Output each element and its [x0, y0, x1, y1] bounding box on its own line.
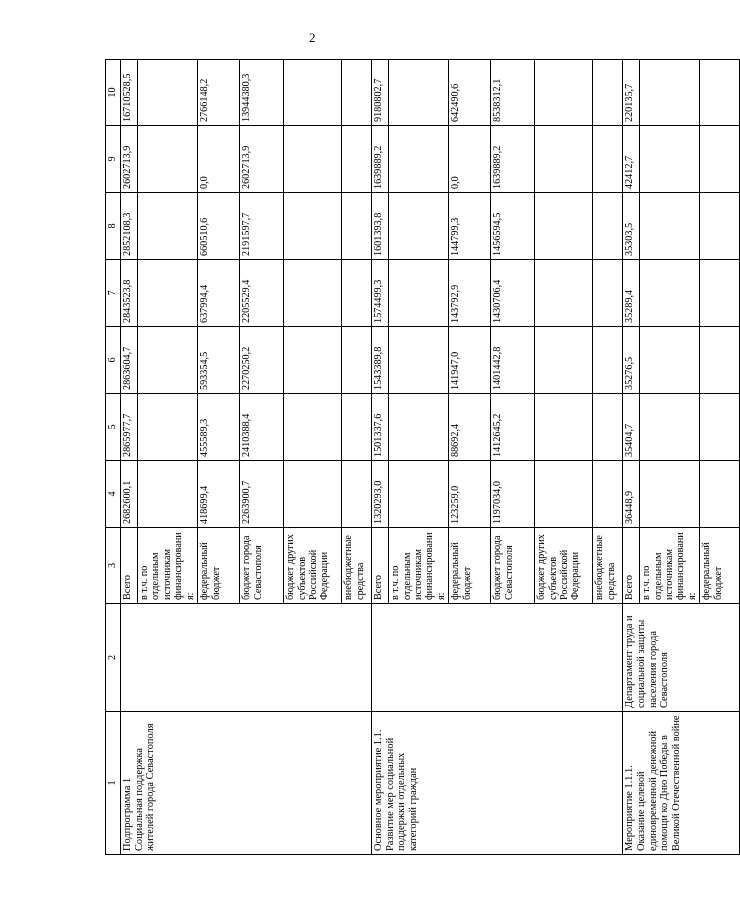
page-number: 2 — [309, 30, 316, 45]
value-cell: 1639889,2 — [491, 126, 535, 193]
source-cell: Всего — [121, 528, 138, 604]
value-cell: 455589,3 — [198, 394, 240, 461]
value-cell: 0,0 — [198, 126, 240, 193]
value-cell — [284, 260, 342, 327]
value-cell: 2602713,9 — [121, 126, 138, 193]
value-cell: 35289,4 — [623, 260, 640, 327]
value-cell — [593, 126, 623, 193]
value-cell — [700, 193, 740, 260]
executor-cell: Департамент труда и социальной защиты населения города Севастополя — [623, 604, 740, 712]
value-cell — [389, 126, 449, 193]
source-cell: в т.ч. по отдельным источникам финансирования: — [138, 528, 198, 604]
value-cell: 2270250,2 — [240, 327, 284, 394]
value-cell — [593, 327, 623, 394]
value-cell: 8538312,1 — [491, 60, 535, 126]
value-cell — [535, 461, 593, 528]
value-cell: 2191597,7 — [240, 193, 284, 260]
value-cell: 2766148,2 — [198, 60, 240, 126]
source-cell: внебюджетные средства — [593, 528, 623, 604]
value-cell — [389, 193, 449, 260]
value-cell: 2263900,7 — [240, 461, 284, 528]
column-header: 9 — [106, 126, 121, 193]
table-row — [121, 60, 138, 855]
column-header: 2 — [106, 604, 121, 712]
value-cell: 144799,3 — [449, 193, 491, 260]
value-cell — [640, 327, 700, 394]
program-cell: Подпрограмма 1 Социальная поддержка жителей города Севастополя — [121, 712, 372, 855]
value-cell: 660510,6 — [198, 193, 240, 260]
column-header: 7 — [106, 260, 121, 327]
value-cell — [640, 461, 700, 528]
column-header: 10 — [106, 60, 121, 126]
value-cell — [389, 327, 449, 394]
source-cell: федеральный бюджет — [449, 528, 491, 604]
value-cell: 642490,6 — [449, 60, 491, 126]
header-row — [106, 60, 121, 855]
value-cell: 88692,4 — [449, 394, 491, 461]
value-cell: 13944380,3 — [240, 60, 284, 126]
value-cell: 143792,9 — [449, 260, 491, 327]
source-cell: Всего — [372, 528, 389, 604]
value-cell: 2205529,4 — [240, 260, 284, 327]
value-cell: 637994,4 — [198, 260, 240, 327]
value-cell — [138, 260, 198, 327]
value-cell: 9180802,7 — [372, 60, 389, 126]
value-cell: 1430706,4 — [491, 260, 535, 327]
value-cell: 16710528,5 — [121, 60, 138, 126]
value-cell — [389, 394, 449, 461]
value-cell: 1601393,8 — [372, 193, 389, 260]
value-cell — [138, 327, 198, 394]
value-cell — [342, 60, 372, 126]
value-cell — [138, 394, 198, 461]
value-cell — [138, 461, 198, 528]
value-cell — [138, 126, 198, 193]
value-cell: 42412,7 — [623, 126, 640, 193]
value-cell: 0,0 — [449, 126, 491, 193]
value-cell — [593, 394, 623, 461]
financing-table — [105, 59, 740, 855]
value-cell — [284, 394, 342, 461]
source-cell: Всего — [623, 528, 640, 604]
value-cell: 1639889,2 — [372, 126, 389, 193]
value-cell: 2843523,8 — [121, 260, 138, 327]
source-cell: внебюджетные средства — [342, 528, 372, 604]
value-cell: 2602713,9 — [240, 126, 284, 193]
program-cell: Мероприятие 1.1.1. Оказание целевой единовременной денежной помощи ко Дню Победы в Великой Отечественной войне — [623, 712, 740, 855]
value-cell — [640, 260, 700, 327]
value-cell: 1574499,3 — [372, 260, 389, 327]
table-body — [106, 60, 740, 855]
value-cell: 35276,5 — [623, 327, 640, 394]
column-header: 8 — [106, 193, 121, 260]
value-cell: 418699,4 — [198, 461, 240, 528]
column-header: 4 — [106, 461, 121, 528]
value-cell: 35404,7 — [623, 394, 640, 461]
value-cell: 1501337,6 — [372, 394, 389, 461]
value-cell — [342, 126, 372, 193]
value-cell: 2852108,3 — [121, 193, 138, 260]
value-cell — [284, 193, 342, 260]
value-cell: 1456594,5 — [491, 193, 535, 260]
value-cell: 2863604,7 — [121, 327, 138, 394]
value-cell: 2410388,4 — [240, 394, 284, 461]
value-cell — [284, 60, 342, 126]
value-cell — [342, 327, 372, 394]
source-cell: в т.ч. по отдельным источникам финансирования: — [389, 528, 449, 604]
source-cell: бюджет города Севастополя — [240, 528, 284, 604]
value-cell — [700, 260, 740, 327]
value-cell: 141947,0 — [449, 327, 491, 394]
value-cell — [389, 260, 449, 327]
value-cell: 220135,7 — [623, 60, 640, 126]
value-cell — [700, 394, 740, 461]
value-cell — [593, 60, 623, 126]
value-cell — [640, 126, 700, 193]
value-cell: 1401442,8 — [491, 327, 535, 394]
value-cell: 35303,5 — [623, 193, 640, 260]
value-cell — [389, 461, 449, 528]
source-cell: федеральный бюджет — [198, 528, 240, 604]
value-cell: 1197034,0 — [491, 461, 535, 528]
value-cell — [535, 126, 593, 193]
value-cell — [700, 126, 740, 193]
value-cell: 1412645,2 — [491, 394, 535, 461]
value-cell: 2682600,1 — [121, 461, 138, 528]
value-cell — [700, 327, 740, 394]
value-cell — [535, 394, 593, 461]
executor-cell — [372, 604, 623, 712]
value-cell: 1320293,0 — [372, 461, 389, 528]
value-cell — [342, 193, 372, 260]
value-cell — [342, 260, 372, 327]
value-cell — [593, 260, 623, 327]
column-header: 1 — [106, 712, 121, 855]
source-cell: бюджет других субъектов Российской Федерации — [284, 528, 342, 604]
source-cell: в т.ч. по отдельным источникам финансирования: — [640, 528, 700, 604]
value-cell: 123259,0 — [449, 461, 491, 528]
table-rotated-wrapper — [105, 60, 724, 855]
value-cell — [593, 193, 623, 260]
value-cell — [535, 327, 593, 394]
column-header: 6 — [106, 327, 121, 394]
value-cell: 593354,5 — [198, 327, 240, 394]
value-cell — [535, 260, 593, 327]
value-cell — [284, 461, 342, 528]
value-cell — [284, 327, 342, 394]
executor-cell — [121, 604, 372, 712]
program-cell: Основное мероприятие 1.1. Развитие мер социальной поддержки отдельных категорий граждан — [372, 712, 623, 855]
value-cell — [284, 126, 342, 193]
source-cell: бюджет других субъектов Российской Федерации — [535, 528, 593, 604]
value-cell — [593, 461, 623, 528]
source-cell: федеральный бюджет — [700, 528, 740, 604]
value-cell: 36448,9 — [623, 461, 640, 528]
value-cell — [342, 461, 372, 528]
value-cell — [640, 193, 700, 260]
table-row — [372, 60, 389, 855]
source-cell: бюджет города Севастополя — [491, 528, 535, 604]
value-cell — [342, 394, 372, 461]
value-cell: 2865977,7 — [121, 394, 138, 461]
value-cell — [640, 394, 700, 461]
column-header: 5 — [106, 394, 121, 461]
value-cell — [389, 60, 449, 126]
value-cell — [700, 461, 740, 528]
value-cell — [640, 60, 700, 126]
value-cell — [535, 193, 593, 260]
value-cell: 1543389,8 — [372, 327, 389, 394]
value-cell — [535, 60, 593, 126]
table-row — [623, 60, 640, 855]
value-cell — [700, 60, 740, 126]
column-header: 3 — [106, 528, 121, 604]
value-cell — [138, 60, 198, 126]
value-cell — [138, 193, 198, 260]
